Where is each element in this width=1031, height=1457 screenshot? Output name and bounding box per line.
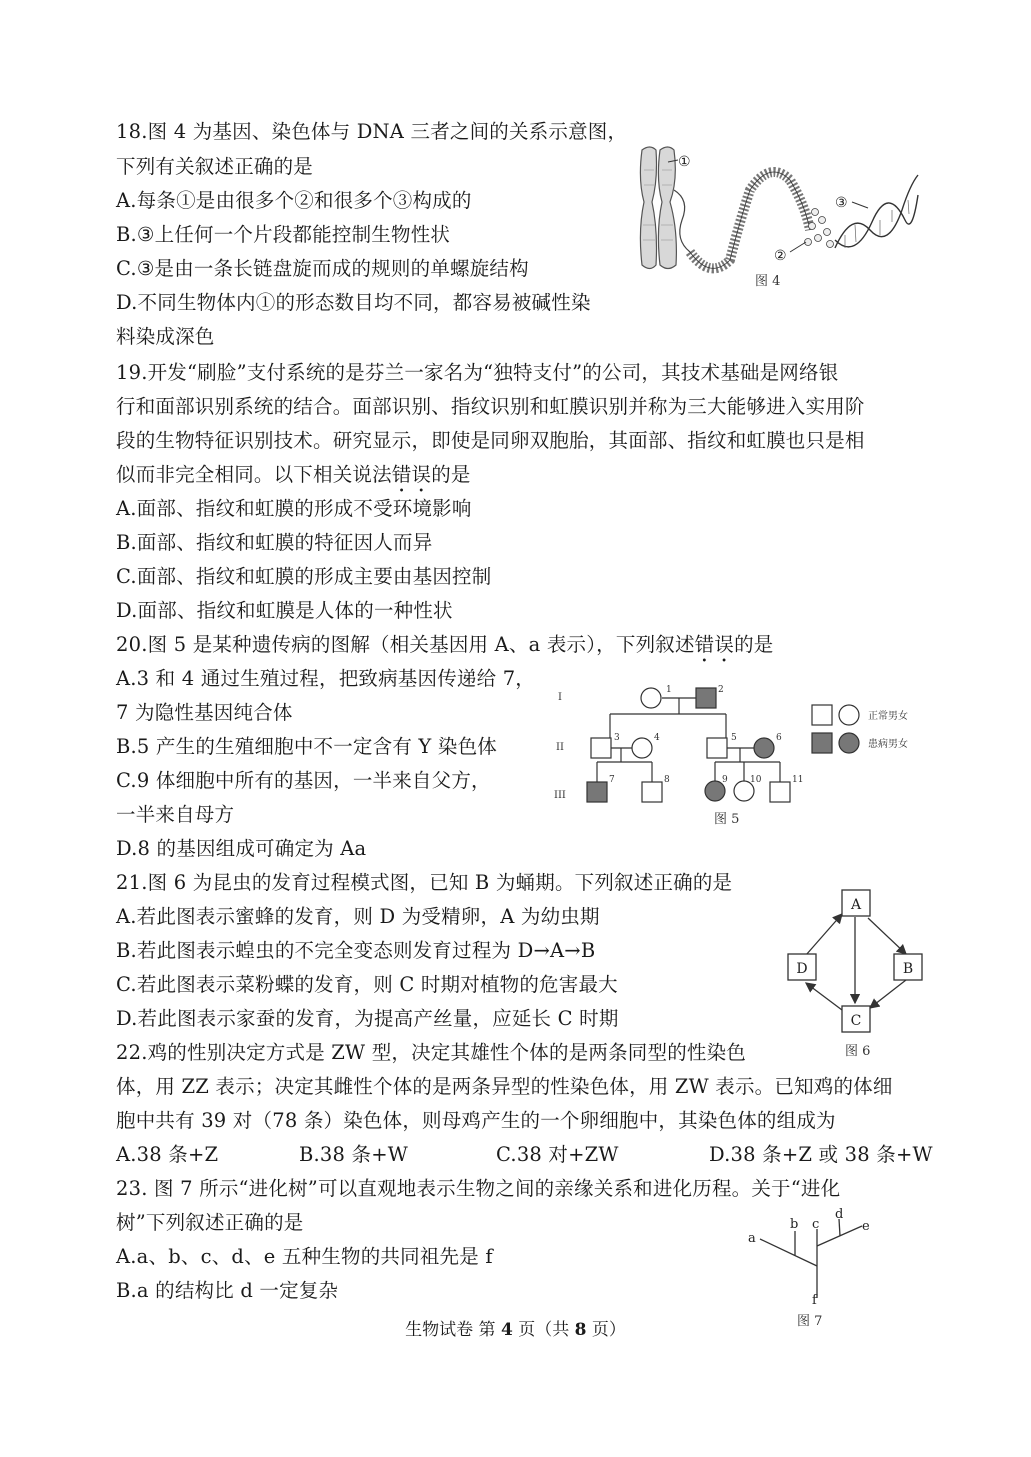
fig4-label-2: ② xyxy=(774,248,787,264)
q22-option-d: D.38 条+Z 或 38 条+W xyxy=(709,1143,933,1166)
pedigree-num-10: 10 xyxy=(750,775,762,785)
pedigree-num-5: 5 xyxy=(731,733,737,743)
q18-stem-line2: 下列有关叙述正确的是 xyxy=(116,155,314,178)
q22-line1: 22.鸡的性别决定方式是 ZW 型，决定其雄性个体的是两条同型的性染色 xyxy=(116,1041,747,1064)
q20-stem-end: 的是 xyxy=(734,633,774,656)
q19-line3: 段的生物特征识别技术。研究显示，即使是同卵双胞胎，其面部、指纹和虹膜也只是相 xyxy=(116,429,865,452)
figure-5-pedigree xyxy=(550,678,930,808)
q20-emphasis-wrong: 错误 xyxy=(694,633,735,656)
pedigree-num-6: 6 xyxy=(776,733,782,743)
q20-stem-text: 20.图 5 是某种遗传病的图解（相关基因用 A、a 表示），下列叙述 xyxy=(116,633,695,656)
q18-option-d-line1: D.不同生物体内①的形态数目均不同，都容易被碱性染 xyxy=(116,291,591,314)
footer-page-number: 4 xyxy=(500,1320,513,1340)
q23-line2: 树”下列叙述正确的是 xyxy=(116,1211,304,1234)
figure-6-caption: 图 6 xyxy=(845,1044,871,1059)
q22-line3: 胞中共有 39 对（78 条）染色体，则母鸡产生的一个卵细胞中，其染色体的组成为 xyxy=(116,1109,836,1132)
cycle-node-C: C xyxy=(850,1013,862,1029)
footer-middle: 页（共 xyxy=(512,1320,575,1340)
q19-option-c: C.面部、指纹和虹膜的形成主要由基因控制 xyxy=(116,565,492,588)
q20-option-a-line2: 7 为隐性基因纯合体 xyxy=(116,701,293,724)
page-footer xyxy=(0,1315,1031,1340)
tree-label-c: c xyxy=(812,1217,820,1232)
legend-affected-label: 患病男女 xyxy=(868,739,908,750)
tree-label-a: a xyxy=(748,1231,756,1246)
q20-stem xyxy=(116,633,773,667)
figure-4-chromosome-dna xyxy=(630,140,920,290)
q21-option-c: C.若此图表示菜粉蝶的发育，则 C 时期对植物的危害最大 xyxy=(116,973,618,996)
legend-normal-label: 正常男女 xyxy=(868,711,908,722)
pedigree-num-3: 3 xyxy=(614,733,620,743)
figure-7-caption: 图 7 xyxy=(797,1314,823,1329)
tree-label-f: f xyxy=(812,1293,817,1306)
pedigree-num-7: 7 xyxy=(609,775,615,785)
q23-option-b: B.a 的结构比 d 一定复杂 xyxy=(116,1279,339,1302)
q23-line1: 23. 图 7 所示“进化树”可以直观地表示生物之间的亲缘关系和进化历程。关于“进化 xyxy=(116,1177,841,1200)
pedigree-num-4: 4 xyxy=(654,733,660,743)
q19-line4-text: 似而非完全相同。以下相关说法 xyxy=(116,463,392,486)
pedigree-num-11: 11 xyxy=(792,775,804,785)
q20-option-c-line1: C.9 体细胞中所有的基因，一半来自父方， xyxy=(116,769,491,792)
cycle-node-D: D xyxy=(796,961,808,977)
q22-line2: 体，用 ZZ 表示；决定其雌性个体的是两条异型的性染色体，用 ZW 表示。已知鸡的体细 xyxy=(116,1075,893,1098)
tree-label-b: b xyxy=(790,1217,799,1232)
q19-option-a: A.面部、指纹和虹膜的形成不受环境影响 xyxy=(116,497,472,520)
q22-option-c: C.38 对+ZW xyxy=(496,1143,619,1166)
footer-total-pages: 8 xyxy=(574,1320,587,1340)
pedigree-num-9: 9 xyxy=(722,775,728,785)
figure-4-caption: 图 4 xyxy=(755,274,781,289)
q19-line2: 行和面部识别系统的结合。面部识别、指纹识别和虹膜识别并称为三大能够进入实用阶 xyxy=(116,395,865,418)
fig4-label-1: ① xyxy=(678,154,691,170)
pedigree-gen-III: III xyxy=(554,790,566,801)
q19-line4-end: 的是 xyxy=(431,463,471,486)
q19-line4 xyxy=(116,463,471,497)
q20-option-c-line2: 一半来自母方 xyxy=(116,803,235,826)
q19-line1: 19.开发“刷脸”支付系统的是芬兰一家名为“独特支付”的公司，其技术基础是网络银 xyxy=(116,361,839,384)
cycle-node-A: A xyxy=(850,897,862,913)
q19-emphasis-wrong: 错误 xyxy=(391,463,432,486)
q21-option-a: A.若此图表示蜜蜂的发育，则 D 为受精卵，A 为幼虫期 xyxy=(116,905,600,928)
pedigree-num-8: 8 xyxy=(664,775,670,785)
q20-option-d: D.8 的基因组成可确定为 Aa xyxy=(116,837,367,860)
figure-6-development-cycle xyxy=(780,880,940,1040)
q21-option-b: B.若此图表示蝗虫的不完全变态则发育过程为 D→A→B xyxy=(116,939,596,962)
q19-option-d: D.面部、指纹和虹膜是人体的一种性状 xyxy=(116,599,453,622)
q18-stem-line1: 18.图 4 为基因、染色体与 DNA 三者之间的关系示意图， xyxy=(116,120,628,143)
q21-stem: 21.图 6 为昆虫的发育过程模式图，已知 B 为蛹期。下列叙述正确的是 xyxy=(116,871,733,894)
figure-5-caption: 图 5 xyxy=(714,812,740,827)
fig4-label-3: ③ xyxy=(835,195,848,211)
q18-option-a: A.每条①是由很多个②和很多个③构成的 xyxy=(116,189,472,212)
pedigree-gen-II: II xyxy=(556,742,564,753)
q18-option-d-line2: 料染成深色 xyxy=(116,325,215,348)
q19-option-b: B.面部、指纹和虹膜的特征因人而异 xyxy=(116,531,433,554)
q18-option-b: B.③上任何一个片段都能控制生物性状 xyxy=(116,223,451,246)
q22-option-b: B.38 条+W xyxy=(299,1143,409,1166)
q18-option-c: C.③是由一条长链盘旋而成的规则的单螺旋结构 xyxy=(116,257,529,280)
q20-option-b: B.5 产生的生殖细胞中不一定含有 Y 染色体 xyxy=(116,735,498,758)
footer-suffix: 页） xyxy=(586,1320,626,1340)
tree-label-d: d xyxy=(835,1207,844,1222)
pedigree-num-2: 2 xyxy=(718,685,724,695)
q22-option-a: A.38 条+Z xyxy=(116,1143,219,1166)
pedigree-num-1: 1 xyxy=(666,685,672,695)
q23-option-a: A.a、b、c、d、e 五种生物的共同祖先是 f xyxy=(116,1245,493,1268)
cycle-node-B: B xyxy=(902,961,914,977)
q20-option-a-line1: A.3 和 4 通过生殖过程，把致病基因传递给 7， xyxy=(116,667,535,690)
tree-label-e: e xyxy=(862,1219,870,1234)
figure-7-evolution-tree xyxy=(740,1206,890,1306)
q21-option-d: D.若此图表示家蚕的发育，为提高产丝量，应延长 C 时期 xyxy=(116,1007,619,1030)
pedigree-gen-I: I xyxy=(558,692,562,703)
footer-prefix: 生物试卷 第 xyxy=(405,1320,501,1340)
